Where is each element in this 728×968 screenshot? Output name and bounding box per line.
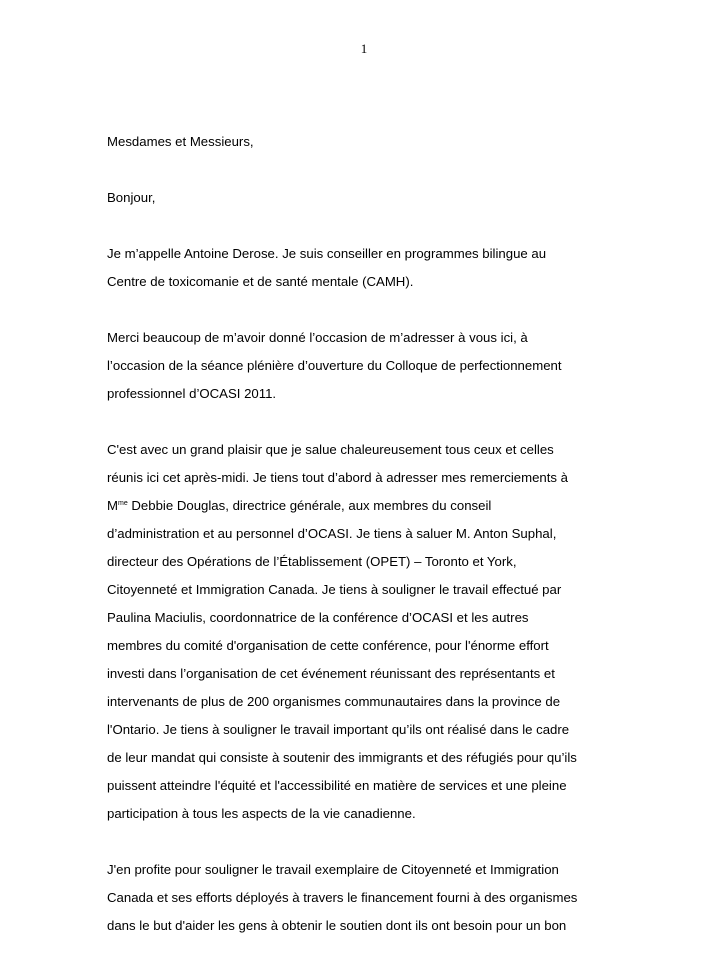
text-line: Paulina Maciulis, coordonnatrice de la conférence d’OCASI et les autres — [107, 610, 529, 625]
mme-rest: Debbie Douglas, directrice générale, aux membres du conseil — [127, 498, 492, 513]
text-line: de leur mandat qui consiste à soutenir des immigrants et des réfugiés pour qu’ils — [107, 750, 577, 765]
mme-superscript: me — [118, 500, 128, 507]
greeting: Bonjour, — [107, 190, 156, 205]
text-line: Citoyenneté et Immigration Canada. Je tiens à souligner le travail effectué par — [107, 582, 562, 597]
mme-prefix: M — [107, 498, 118, 513]
text-line: Merci beaucoup de m’avoir donné l’occasion de m’adresser à vous ici, à — [107, 330, 528, 345]
thanks-paragraph — [107, 324, 627, 408]
text-line: C'est avec un grand plaisir que je salue chaleureusement tous ceux et celles — [107, 442, 554, 457]
page-number: 1 — [360, 41, 368, 56]
text-line: puissent atteindre l'équité et l'accessibilité en matière de services et une pleine — [107, 778, 567, 793]
salutation: Mesdames et Messieurs, — [107, 134, 254, 149]
letter-body — [107, 128, 627, 968]
text-line: dans le but d'aider les gens à obtenir le soutien dont ils ont besoin pour un bon — [107, 918, 567, 933]
text-line: membres du comité d'organisation de cette conférence, pour l'énorme effort — [107, 638, 549, 653]
text-line: professionnel d’OCASI 2011. — [107, 386, 277, 401]
salutation-paragraph — [107, 128, 627, 156]
text-line: J'en profite pour souligner le travail exemplaire de Citoyenneté et Immigration — [107, 862, 559, 877]
intro-paragraph — [107, 240, 627, 296]
text-line-mme — [107, 492, 627, 520]
text-line: Je m’appelle Antoine Derose. Je suis conseiller en programmes bilingue au — [107, 246, 547, 261]
cic-paragraph — [107, 856, 627, 940]
text-line: réunis ici cet après-midi. Je tiens tout d’abord à adresser mes remerciements à — [107, 470, 569, 485]
greeting-paragraph — [107, 184, 627, 212]
text-line: Centre de toxicomanie et de santé mentale (CAMH). — [107, 274, 414, 289]
text-line: investi dans l’organisation de cet événement réunissant des représentants et — [107, 666, 555, 681]
welcome-paragraph — [107, 436, 627, 828]
text-line: intervenants de plus de 200 organismes communautaires dans la province de — [107, 694, 561, 709]
text-line: l'Ontario. Je tiens à souligner le travail important qu’ils ont réalisé dans le cadre — [107, 722, 570, 737]
text-line: d’administration et au personnel d’OCASI. Je tiens à saluer M. Anton Suphal, — [107, 526, 557, 541]
text-line: directeur des Opérations de l’Établissement (OPET) – Toronto et York, — [107, 554, 517, 569]
text-line: Canada et ses efforts déployés à travers le financement fourni à des organismes — [107, 890, 578, 905]
text-line: participation à tous les aspects de la vie canadienne. — [107, 806, 416, 821]
text-line: l’occasion de la séance plénière d’ouverture du Colloque de perfectionnement — [107, 358, 562, 373]
